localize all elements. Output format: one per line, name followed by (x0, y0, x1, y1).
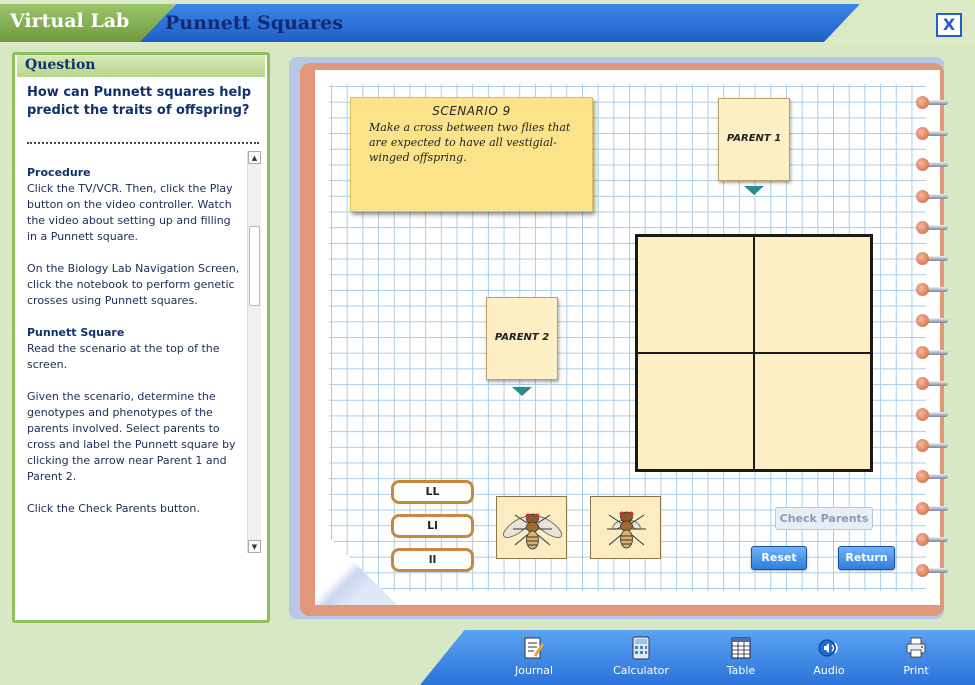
spiral-ring (916, 377, 946, 389)
print-button[interactable] (881, 636, 951, 682)
punnett-cell[interactable] (637, 236, 754, 353)
instruction-section (27, 389, 243, 485)
section-text: Read the scenario at the top of the screen. (27, 342, 220, 371)
instructions-text (27, 165, 243, 533)
journal-label: Journal (514, 664, 554, 677)
ring-hole (916, 96, 929, 109)
spiral-ring (916, 346, 946, 358)
ring-hole (916, 127, 929, 140)
instruction-section (27, 501, 243, 517)
table-button[interactable] (706, 636, 776, 682)
spiral-ring (916, 252, 946, 264)
ring-hole (916, 190, 929, 203)
scroll-up-icon[interactable]: ▲ (248, 151, 261, 164)
calculator-button[interactable] (606, 636, 676, 682)
ring-hole (916, 564, 929, 577)
scenario-card (350, 97, 593, 212)
spiral-ring (916, 96, 946, 108)
spiral-ring (916, 158, 946, 170)
section-text: Click the TV/VCR. Then, click the Play button on the video controller. Watch the video about setting up and filling in a Punnett square. (27, 182, 233, 243)
ring-hole (916, 439, 929, 452)
audio-label: Audio (813, 664, 845, 677)
journal-button[interactable] (499, 636, 569, 682)
punnett-square (635, 234, 873, 472)
question-text: How can Punnett squares help predict the traits of offspring? (27, 85, 252, 118)
spiral-ring (916, 314, 946, 326)
spiral-ring (916, 283, 946, 295)
journal-icon (523, 636, 545, 660)
close-icon: X (942, 15, 956, 34)
ring-hole (916, 346, 929, 359)
spiral-ring (916, 533, 946, 545)
section-text: On the Biology Lab Navigation Screen, click the notebook to perform genetic crosses using Punnett squares. (27, 262, 240, 307)
app-title: Virtual Lab (10, 10, 130, 32)
spiral-ring (916, 564, 946, 576)
page-title: Punnett Squares (165, 12, 343, 34)
section-text: Given the scenario, determine the genotypes and phenotypes of the parents involved. Select parents to cross and label the Punnett square by clicking the arrow near Parent 1 and Parent 2. (27, 390, 236, 483)
instructions-scrollbar[interactable] (247, 151, 261, 553)
punnett-cell[interactable] (637, 353, 754, 470)
scenario-title: SCENARIO 9 (432, 104, 511, 118)
punnett-cell[interactable] (754, 236, 871, 353)
spiral-ring (916, 190, 946, 202)
instruction-section (27, 325, 243, 373)
scroll-down-icon[interactable]: ▼ (248, 540, 261, 553)
parent-2-card[interactable] (486, 297, 558, 380)
divider (27, 142, 259, 144)
calculator-label: Calculator (613, 664, 669, 677)
ring-hole (916, 470, 929, 483)
genotype-button-LL[interactable]: LL (391, 480, 474, 504)
ring-hole (916, 408, 929, 421)
scroll-thumb[interactable] (249, 226, 260, 306)
spiral-ring (916, 127, 946, 139)
scenario-text: Make a cross between two flies that are expected to have all vestigial-winged offspring. (369, 121, 571, 164)
ring-hole (916, 283, 929, 296)
parent-2-label: PARENT 2 (494, 332, 550, 343)
ring-hole (916, 221, 929, 234)
fly-normal-wings-card[interactable] (496, 496, 567, 559)
close-button[interactable] (936, 13, 962, 37)
ring-hole (916, 314, 929, 327)
question-heading: Question (17, 55, 265, 77)
fruit-fly-icon (497, 497, 568, 560)
spiral-ring (916, 470, 946, 482)
ring-hole (916, 533, 929, 546)
parent-1-card[interactable] (718, 98, 790, 181)
fly-vestigial-wings-card[interactable] (590, 496, 661, 559)
genotype-button-Ll[interactable]: Ll (391, 514, 474, 538)
spiral-ring (916, 221, 946, 233)
printer-icon (905, 636, 927, 660)
ring-hole (916, 377, 929, 390)
spiral-ring (916, 408, 946, 420)
return-button[interactable]: Return (838, 546, 895, 570)
audio-icon (818, 636, 840, 660)
genotype-button-ll[interactable]: ll (391, 548, 474, 572)
audio-button[interactable] (794, 636, 864, 682)
parent-2-arrow-down-icon[interactable] (512, 387, 532, 396)
ring-hole (916, 502, 929, 515)
section-heading: Punnett Square (27, 326, 125, 339)
section-text: Click the Check Parents button. (27, 502, 200, 515)
instruction-section (27, 165, 243, 245)
ring-hole (916, 158, 929, 171)
table-label: Table (726, 664, 756, 677)
spiral-ring (916, 439, 946, 451)
question-panel (12, 52, 270, 623)
print-label: Print (903, 664, 929, 677)
parent-1-arrow-down-icon[interactable] (744, 186, 764, 195)
reset-button[interactable]: Reset (751, 546, 807, 570)
instruction-section (27, 261, 243, 309)
parent-1-label: PARENT 1 (726, 133, 782, 144)
check-parents-button[interactable]: Check Parents (775, 507, 873, 530)
punnett-cell[interactable] (754, 353, 871, 470)
table-icon (730, 636, 752, 660)
spiral-ring (916, 502, 946, 514)
fruit-fly-icon (591, 497, 662, 560)
header-bar (0, 0, 975, 44)
ring-hole (916, 252, 929, 265)
section-heading: Procedure (27, 166, 91, 179)
calculator-icon (630, 636, 652, 660)
